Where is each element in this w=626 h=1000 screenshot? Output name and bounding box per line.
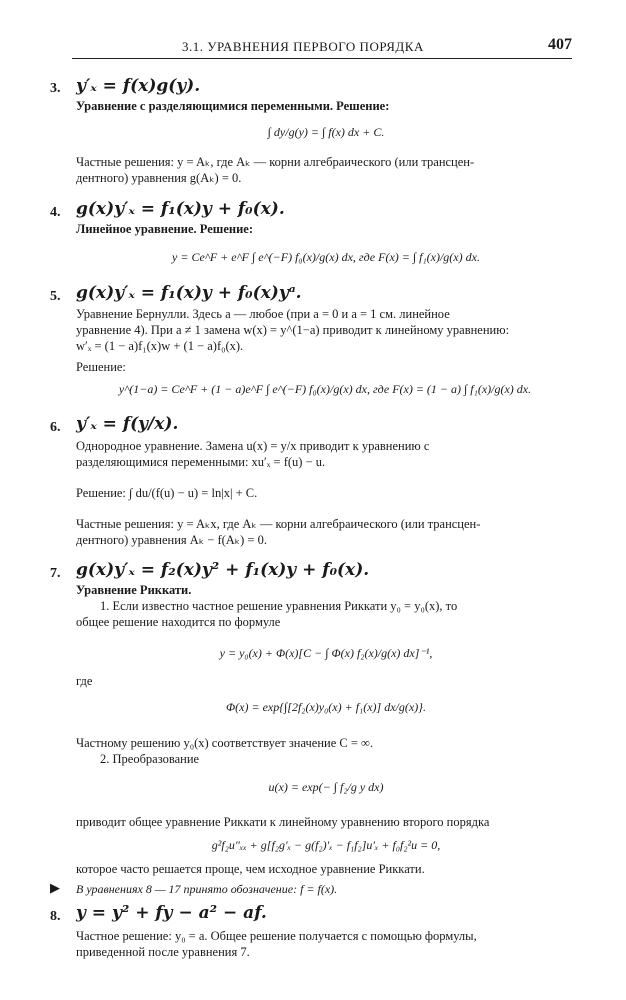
equation-heading: g(x)y′ₓ = f₁(x)y + f₀(x)yᵃ. bbox=[76, 283, 302, 303]
text-line: 2. Преобразование bbox=[100, 752, 200, 766]
equation-type-line: Уравнение с разделяющимися переменными. Решение: bbox=[76, 99, 390, 113]
display-formula: y = Ce^F + e^F ∫ e^(−F) f₀(x)/g(x) dx, где F(x) = ∫ f₁(x)/g(x) dx. bbox=[172, 250, 480, 264]
display-formula: y = y₀(x) + Φ(x)[C − ∫ Φ(x) f₂(x)/g(x) dx]⁻¹, bbox=[219, 646, 433, 660]
page-number: 407 bbox=[548, 36, 572, 53]
text-line: дентного) уравнения g(Aₖ) = 0. bbox=[76, 171, 242, 185]
text-line: приведенной после уравнения 7. bbox=[76, 945, 250, 959]
text-line: общее решение находится по формуле bbox=[76, 615, 281, 629]
note-text: В уравнениях 8 — 17 принято обозначение: f = f(x). bbox=[76, 882, 338, 896]
equation-number: 5. bbox=[50, 289, 61, 304]
equation-number: 7. bbox=[50, 566, 61, 581]
equation-number: 6. bbox=[50, 420, 61, 435]
display-formula: y^(1−a) = Ce^F + (1 − a)e^F ∫ e^(−F) f₀(x)/g(x) dx, где F(x) = (1 − a) ∫ f₁(x)/g(x) dx. bbox=[118, 382, 532, 396]
text-line: Однородное уравнение. Замена u(x) = y/x приводит к уравнению с bbox=[76, 439, 430, 453]
running-title: 3.1. УРАВНЕНИЯ ПЕРВОГО ПОРЯДКА bbox=[182, 39, 424, 54]
display-formula: g²f₂u″ₓₓ + g[f₂g′ₓ − g(f₂)′ₓ − f₁f₂]u′ₓ + f₀f₂²u = 0, bbox=[211, 838, 441, 852]
text-line: Решение: bbox=[76, 360, 126, 374]
text-line: w′ₓ = (1 − a)f₁(x)w + (1 − a)f₀(x). bbox=[76, 339, 244, 353]
display-formula: ∫ dy/g(y) = ∫ f(x) dx + C. bbox=[267, 125, 385, 139]
text-line: приводит общее уравнение Риккати к линейному уравнению второго порядка bbox=[76, 815, 490, 829]
text-line: разделяющимися переменными: xu′ₓ = f(u) − u. bbox=[76, 455, 326, 469]
equation-heading: y = y² + fy − a² − af. bbox=[76, 903, 267, 923]
text-line: Частному решению y₀(x) соответствует значение C = ∞. bbox=[76, 736, 374, 750]
display-formula: Φ(x) = exp{∫[2f₂(x)y₀(x) + f₁(x)] dx/g(x)}. bbox=[226, 700, 426, 714]
equation-type-line: Уравнение Риккати. bbox=[76, 583, 192, 597]
equation-number: 8. bbox=[50, 909, 61, 924]
text-line: 1. Если известно частное решение уравнения Риккати y₀ = y₀(x), то bbox=[100, 599, 458, 613]
note-marker-icon: ▶ bbox=[50, 881, 60, 896]
equation-heading: g(x)y′ₓ = f₁(x)y + f₀(x). bbox=[76, 199, 285, 219]
equation-heading: g(x)y′ₓ = f₂(x)y² + f₁(x)y + f₀(x). bbox=[76, 560, 370, 580]
text-line: Уравнение Бернулли. Здесь a — любое (при a = 0 и a = 1 см. линейное bbox=[76, 307, 450, 321]
equation-type-line: Линейное уравнение. Решение: bbox=[76, 222, 253, 236]
text-line: где bbox=[76, 674, 93, 688]
equation-number: 3. bbox=[50, 81, 61, 96]
text-line: Частные решения: y = Aₖ, где Aₖ — корни алгебраического (или трансцен- bbox=[76, 155, 475, 169]
display-formula: u(x) = exp(− ∫ f₂/g y dx) bbox=[268, 780, 384, 794]
text-line: уравнение 4). При a ≠ 1 замена w(x) = y^(1−a) приводит к линейному уравнению: bbox=[76, 323, 510, 337]
text-line: Решение: ∫ du/(f(u) − u) = ln|x| + C. bbox=[76, 486, 258, 500]
page-header bbox=[72, 36, 572, 59]
equation-heading: y′ₓ = f(y/x). bbox=[76, 414, 179, 434]
text-line: Частное решение: y₀ = a. Общее решение получается с помощью формулы, bbox=[76, 929, 477, 943]
text-line: дентного) уравнения Aₖ − f(Aₖ) = 0. bbox=[76, 533, 267, 547]
equation-heading: y′ₓ = f(x)g(y). bbox=[76, 76, 201, 96]
equation-number: 4. bbox=[50, 205, 61, 220]
text-line: Частные решения: y = Aₖx, где Aₖ — корни алгебраического (или трансцен- bbox=[76, 517, 481, 531]
text-line: которое часто решается проще, чем исходное уравнение Риккати. bbox=[76, 862, 425, 876]
